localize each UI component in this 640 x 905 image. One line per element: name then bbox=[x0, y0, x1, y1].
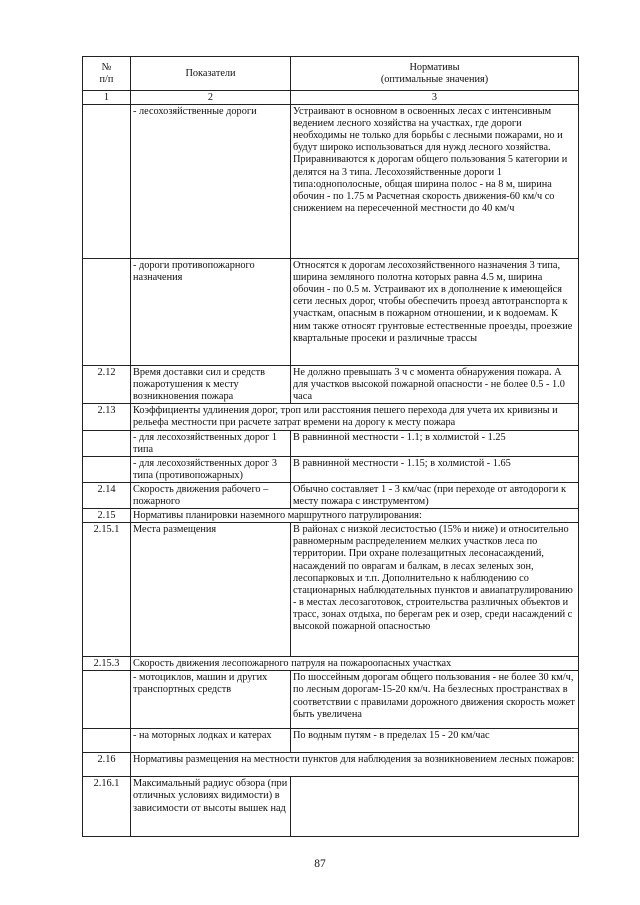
column-number-3: 3 bbox=[291, 91, 579, 105]
section-heading: Коэффициенты удлинения дорог, троп или расстояния пешего перехода для учета их кривизны и рельефа местности при расчете затрат времени на дорогу к месту пожара bbox=[131, 404, 579, 430]
row-number: 2.16 bbox=[83, 753, 131, 777]
indicator-cell: Скорость движения рабочего – пожарного bbox=[131, 482, 291, 508]
row-number bbox=[83, 729, 131, 753]
norms-table bbox=[82, 56, 579, 837]
column-number-2: 2 bbox=[131, 91, 291, 105]
norms-header: Нормативы (оптимальные значения) bbox=[291, 57, 579, 91]
section-heading: Нормативы размещения на местности пунктов для наблюдения за возникновением лесных пожаров: bbox=[131, 753, 579, 777]
norm-cell bbox=[291, 777, 579, 837]
document-page bbox=[82, 56, 578, 837]
column-number-1: 1 bbox=[83, 91, 131, 105]
indicators-header: Показатели bbox=[131, 57, 291, 91]
norm-cell: Не должно превышать 3 ч с момента обнаружения пожара. А для участков высокой пожарной опасности - не более 0.5 - 1.0 часа bbox=[291, 366, 579, 404]
table-row bbox=[83, 509, 579, 523]
indicator-cell: Максимальный радиус обзора (при отличных условиях видимости) в зависимости от высоты вышек над bbox=[131, 777, 291, 837]
table-row bbox=[83, 456, 579, 482]
norm-cell: Относятся к дорогам лесохозяйственного назначения 3 типа, ширина земляного полотна которых равна 4.5 м, ширина обочин - по 0.5 м. Устраивают их в дополнение к имеющейся сети лесных дорог, чтобы обеспечить проезд автотранспорта к участкам, опасным в пожарном отношении, и к водоемам. К ним также относят грунтовые естественные проезды, проезжие квартальные просеки и различные трассы bbox=[291, 259, 579, 366]
table-row bbox=[83, 482, 579, 508]
table-row bbox=[83, 523, 579, 657]
no-header: № п/п bbox=[83, 57, 131, 91]
section-heading: Нормативы планировки наземного маршрутного патрулирования: bbox=[131, 509, 579, 523]
table-row bbox=[83, 729, 579, 753]
table-row bbox=[83, 430, 579, 456]
norm-cell: В районах с низкой лесистостью (15% и ниже) и относительно равномерным распределением мелких участков леса по территории. При охране полезащитных лесонасаждений, насаждений по оврагам и балкам, в лесах зеленых зон, лесопарковых и т.п. Дополнительно к наблюдению со стационарных наблюдательных пунктов и авиапатрулированию - в местах лесозаготовок, строительства различных объектов и трасс, зонах отдыха, по берегам рек и озер, среди насаждений с высокой пожарной опасностью bbox=[291, 523, 579, 657]
row-number bbox=[83, 671, 131, 729]
row-number: 2.15.3 bbox=[83, 657, 131, 671]
table-row bbox=[83, 671, 579, 729]
table-row bbox=[83, 657, 579, 671]
norm-cell: Обычно составляет 1 - 3 км/час (при переходе от автодороги к месту пожара с инструментом) bbox=[291, 482, 579, 508]
norm-cell: По водным путям - в пределах 15 - 20 км/час bbox=[291, 729, 579, 753]
norm-cell: По шоссейным дорогам общего пользования - не более 30 км/ч, по лесным дорогам-15-20 км/ч. На безлесных пространствах в соответствии с правилами дорожного движения скорость может быть увеличена bbox=[291, 671, 579, 729]
row-number: 2.14 bbox=[83, 482, 131, 508]
page-number: 87 bbox=[314, 858, 326, 870]
section-heading: Скорость движения лесопожарного патруля на пожароопасных участках bbox=[131, 657, 579, 671]
row-number bbox=[83, 259, 131, 366]
table-row bbox=[83, 753, 579, 777]
norm-cell: В равнинной местности - 1.1; в холмистой - 1.25 bbox=[291, 430, 579, 456]
indicator-cell: - мотоциклов, машин и других транспортных средств bbox=[131, 671, 291, 729]
table-row bbox=[83, 404, 579, 430]
header-row bbox=[83, 57, 579, 91]
table-row bbox=[83, 777, 579, 837]
row-number bbox=[83, 105, 131, 259]
table-row bbox=[83, 105, 579, 259]
norm-cell: В равнинной местности - 1.15; в холмистой - 1.65 bbox=[291, 456, 579, 482]
row-number: 2.15 bbox=[83, 509, 131, 523]
row-number bbox=[83, 430, 131, 456]
row-number: 2.13 bbox=[83, 404, 131, 430]
indicator-cell: - для лесохозяйственных дорог 3 типа (противопожарных) bbox=[131, 456, 291, 482]
indicator-cell: - для лесохозяйственных дорог 1 типа bbox=[131, 430, 291, 456]
row-number: 2.12 bbox=[83, 366, 131, 404]
indicator-cell: Места размещения bbox=[131, 523, 291, 657]
indicator-cell: Время доставки сил и средств пожаротушения к месту возникновения пожара bbox=[131, 366, 291, 404]
indicator-cell: - дороги противопожарного назначения bbox=[131, 259, 291, 366]
row-number: 2.16.1 bbox=[83, 777, 131, 837]
table-row bbox=[83, 366, 579, 404]
column-number-row bbox=[83, 91, 579, 105]
indicator-cell: - лесохозяйственные дороги bbox=[131, 105, 291, 259]
indicator-cell: - на моторных лодках и катерах bbox=[131, 729, 291, 753]
table-row bbox=[83, 259, 579, 366]
row-number: 2.15.1 bbox=[83, 523, 131, 657]
norm-cell: Устраивают в основном в освоенных лесах с интенсивным ведением лесного хозяйства на участках, где дороги необходимы не только для борьбы с лесными пожарами, но и будут широко использоваться для нужд лесного хозяйства. Приравниваются к дорогам общего пользования 5 категории и делятся на 3 типа. Лесохозяйственные дороги 1 типа:однополосные, общая ширина полос - на 8 м, ширина обочин - по 1.75 м Расчетная скорость движения-60 км/ч со снижением на пересеченной местности до 40 км/ч bbox=[291, 105, 579, 259]
row-number bbox=[83, 456, 131, 482]
